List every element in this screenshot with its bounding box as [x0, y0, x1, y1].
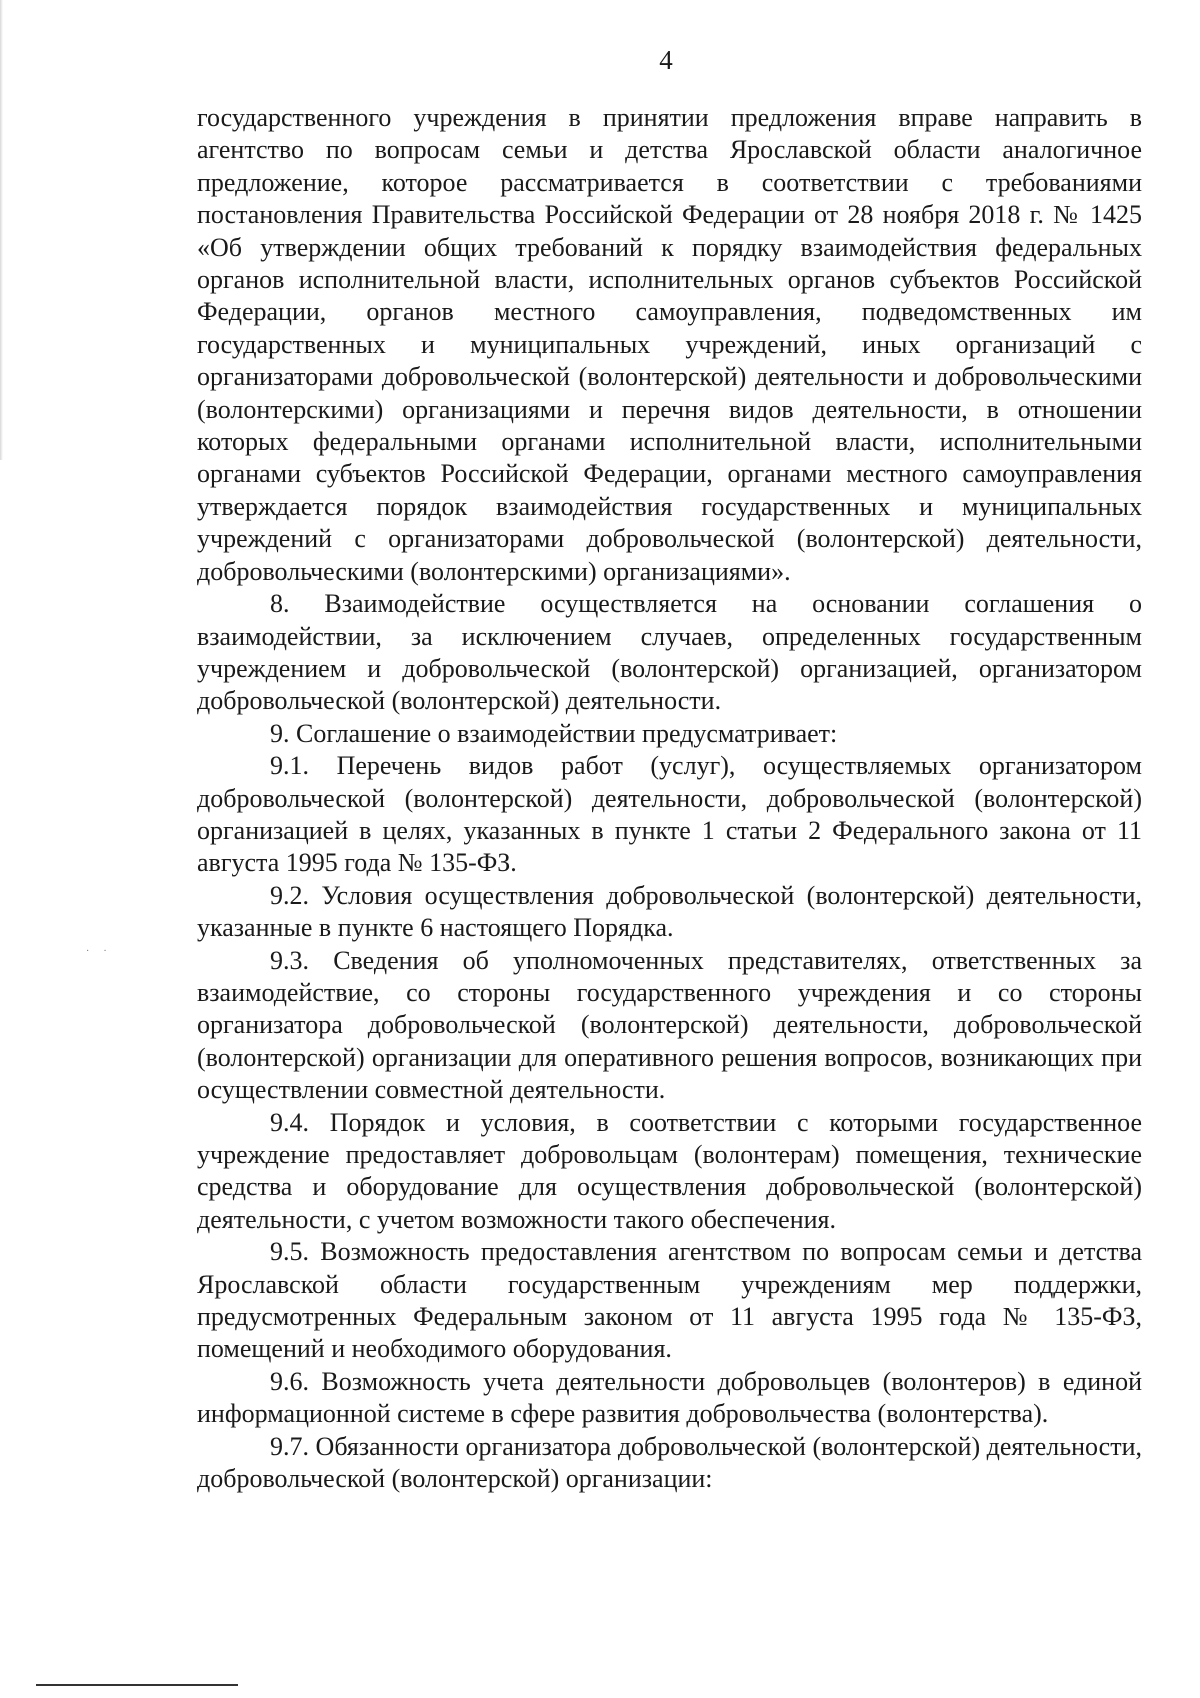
paragraph-item-9-4: 9.4. Порядок и условия, в соответствии с которыми государственное учреждение предоставляет добровольцам (волонтерам) помещения, технические средства и оборудование для осуществления добровольческой (волонтерской) деятельности, с учетом возможности такого обеспечения.	[197, 1107, 1142, 1234]
paragraph-item-8: 8. Взаимодействие осуществляется на основании соглашения о взаимодействии, за исключением случаев, определенных государственным учреждением и добровольческой (волонтерской) организацией, организатором добровольческой (волонтерской) деятельности.	[197, 589, 1142, 716]
paragraph-continuation: государственного учреждения в принятии предложения вправе направить в агентство по вопросам семьи и детства Ярославской области аналогичное предложение, которое рассматривается в соответствии с требованиями постановления Правительства Российской Федерации от 28 ноября 2018 г. № 1425 «Об утверждении общих требований к порядку взаимодействия федеральных органов исполнительной власти, исполнительных органов субъектов Российской Федерации, органов местного самоуправления, подведомственных им государственных и муниципальных учреждений, иных организаций с организаторами добровольческой (волонтерской) деятельности и добровольческими (волонтерскими) организациями и перечня видов деятельности, в отношении которых федеральными органами исполнительной власти, исполнительными органами субъектов Российской Федерации, органами местного самоуправления утверждается порядок взаимодействия государственных и муниципальных учреждений с организаторами добровольческой (волонтерской) деятельности, добровольческими (волонтерскими) организациями».	[197, 103, 1142, 586]
document-body	[197, 102, 1142, 1495]
paragraph-item-9-1: 9.1. Перечень видов работ (услуг), осуществляемых организатором добровольческой (волонтерской) деятельности, добровольческой (волонтерской) организацией в целях, указанных в пункте 1 статьи 2 Федерального закона от 11 августа 1995 года № 135-ФЗ.	[197, 751, 1142, 878]
paragraph-item-9-2: 9.2. Условия осуществления добровольческой (волонтерской) деятельности, указанные в пункте 6 настоящего Порядка.	[197, 880, 1142, 943]
footer-rule	[36, 1684, 238, 1686]
paragraph-item-9-7: 9.7. Обязанности организатора добровольческой (волонтерской) деятельности, добровольческой (волонтерской) организации:	[197, 1431, 1142, 1494]
paragraph-item-9-3: 9.3. Сведения об уполномоченных представителях, ответственных за взаимодействие, со стороны государственного учреждения и со стороны организатора добровольческой (волонтерской) деятельности, добровольческой (волонтерской) организации для оперативного решения вопросов, возникающих при осуществлении совместной деятельности.	[197, 945, 1142, 1105]
scan-noise-dots: · ·	[86, 946, 113, 957]
paragraph-item-9-6: 9.6. Возможность учета деятельности добровольцев (волонтеров) в единой информационной системе в сфере развития добровольчества (волонтерства).	[197, 1366, 1142, 1429]
page-number: 4	[659, 45, 673, 75]
paragraph-item-9: 9. Соглашение о взаимодействии предусматривает:	[270, 718, 838, 748]
paragraph-item-9-5: 9.5. Возможность предоставления агентством по вопросам семьи и детства Ярославской области государственным учреждениям мер поддержки, предусмотренных Федеральным законом от 11 августа 1995 года № 135-ФЗ, помещений и необходимого оборудования.	[197, 1237, 1142, 1364]
